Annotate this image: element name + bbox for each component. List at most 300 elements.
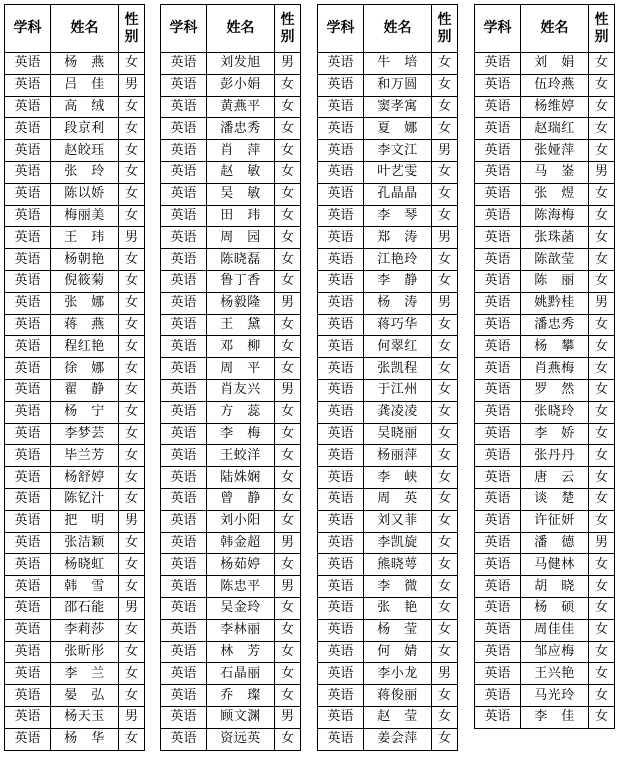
name-cell: 牛 培	[364, 53, 432, 75]
gender-cell: 女	[432, 118, 458, 140]
name-cell: 刘 娟	[521, 53, 589, 75]
table-row	[161, 183, 301, 205]
table-row	[5, 270, 145, 292]
name-cell: 马 崟	[521, 161, 589, 183]
name-cell: 江艳玲	[364, 249, 432, 271]
gender-cell: 女	[432, 728, 458, 750]
subject-cell: 英语	[475, 314, 521, 336]
table-row	[318, 423, 458, 445]
gender-cell: 男	[275, 379, 301, 401]
name-cell: 马光玲	[521, 685, 589, 707]
subject-cell: 英语	[475, 576, 521, 598]
subject-cell: 英语	[161, 510, 207, 532]
subject-cell: 英语	[318, 445, 364, 467]
roster-table	[160, 4, 301, 751]
table-row	[161, 423, 301, 445]
gender-cell: 女	[275, 488, 301, 510]
subject-cell: 英语	[475, 663, 521, 685]
name-cell: 李 佳	[521, 706, 589, 728]
roster-block-4	[474, 4, 615, 729]
table-row	[161, 314, 301, 336]
table-row	[5, 358, 145, 380]
name-cell: 肖 萍	[207, 140, 275, 162]
table-row	[161, 161, 301, 183]
gender-cell: 女	[589, 510, 615, 532]
name-cell: 黄燕平	[207, 96, 275, 118]
table-row	[161, 379, 301, 401]
subject-cell: 英语	[161, 445, 207, 467]
table-row	[5, 96, 145, 118]
header-gender: 性别	[119, 5, 145, 53]
subject-cell: 英语	[161, 488, 207, 510]
gender-cell: 女	[432, 379, 458, 401]
name-cell: 张凯程	[364, 358, 432, 380]
table-row	[5, 53, 145, 75]
subject-cell: 英语	[475, 401, 521, 423]
subject-cell: 英语	[161, 227, 207, 249]
name-cell: 周佳佳	[521, 619, 589, 641]
table-row	[5, 140, 145, 162]
gender-cell: 女	[275, 597, 301, 619]
gender-cell: 女	[119, 663, 145, 685]
gender-cell: 女	[589, 401, 615, 423]
header-name: 姓名	[364, 5, 432, 53]
name-cell: 周 英	[364, 488, 432, 510]
name-cell: 熊晓萼	[364, 554, 432, 576]
gender-cell: 女	[589, 554, 615, 576]
table-row	[475, 685, 615, 707]
table-row	[5, 249, 145, 271]
gender-cell: 女	[432, 401, 458, 423]
gender-cell: 女	[275, 401, 301, 423]
name-cell: 彭小娟	[207, 74, 275, 96]
name-cell: 资远英	[207, 728, 275, 750]
table-row	[161, 227, 301, 249]
roster-page	[4, 4, 616, 753]
name-cell: 邵石能	[51, 597, 119, 619]
subject-cell: 英语	[318, 510, 364, 532]
gender-cell: 女	[432, 423, 458, 445]
table-row	[161, 510, 301, 532]
name-cell: 段京利	[51, 118, 119, 140]
name-cell: 乔 璨	[207, 685, 275, 707]
subject-cell: 英语	[475, 685, 521, 707]
table-row	[5, 118, 145, 140]
name-cell: 张 煜	[521, 183, 589, 205]
table-row	[318, 728, 458, 750]
table-row	[475, 74, 615, 96]
name-cell: 张昕彤	[51, 641, 119, 663]
subject-cell: 英语	[161, 53, 207, 75]
name-cell: 潘 德	[521, 532, 589, 554]
table-row	[475, 445, 615, 467]
subject-cell: 英语	[318, 641, 364, 663]
gender-cell: 女	[589, 619, 615, 641]
roster-table	[4, 4, 145, 751]
gender-cell: 女	[275, 445, 301, 467]
roster-body	[161, 53, 301, 751]
gender-cell: 男	[275, 706, 301, 728]
subject-cell: 英语	[475, 379, 521, 401]
gender-cell: 女	[275, 314, 301, 336]
gender-cell: 女	[589, 336, 615, 358]
name-cell: 王 玮	[51, 227, 119, 249]
subject-cell: 英语	[475, 445, 521, 467]
table-row	[161, 140, 301, 162]
subject-cell: 英语	[161, 118, 207, 140]
subject-cell: 英语	[318, 53, 364, 75]
name-cell: 杨晓虹	[51, 554, 119, 576]
table-row	[318, 336, 458, 358]
table-row	[5, 227, 145, 249]
table-row	[161, 641, 301, 663]
table-row	[5, 183, 145, 205]
table-row	[5, 445, 145, 467]
subject-cell: 英语	[5, 663, 51, 685]
gender-cell: 女	[119, 554, 145, 576]
gender-cell: 女	[589, 270, 615, 292]
subject-cell: 英语	[475, 358, 521, 380]
subject-cell: 英语	[5, 336, 51, 358]
table-row	[318, 227, 458, 249]
gender-cell: 女	[275, 205, 301, 227]
header-name: 姓名	[51, 5, 119, 53]
gender-cell: 女	[589, 467, 615, 489]
name-cell: 杨毅隆	[207, 292, 275, 314]
gender-cell: 女	[275, 96, 301, 118]
subject-cell: 英语	[318, 728, 364, 750]
subject-cell: 英语	[161, 74, 207, 96]
table-row	[5, 292, 145, 314]
table-row	[475, 663, 615, 685]
gender-cell: 女	[275, 423, 301, 445]
table-row	[5, 619, 145, 641]
subject-cell: 英语	[161, 467, 207, 489]
table-row	[5, 641, 145, 663]
name-cell: 翟 静	[51, 379, 119, 401]
name-cell: 蒋巧华	[364, 314, 432, 336]
table-row	[318, 314, 458, 336]
name-cell: 唐 云	[521, 467, 589, 489]
name-cell: 杨丽萍	[364, 445, 432, 467]
subject-cell: 英语	[475, 292, 521, 314]
name-cell: 陈以娇	[51, 183, 119, 205]
subject-cell: 英语	[475, 74, 521, 96]
gender-cell: 女	[589, 358, 615, 380]
gender-cell: 女	[119, 183, 145, 205]
subject-cell: 英语	[5, 74, 51, 96]
gender-cell: 女	[119, 314, 145, 336]
gender-cell: 男	[589, 292, 615, 314]
subject-cell: 英语	[5, 358, 51, 380]
gender-cell: 女	[119, 488, 145, 510]
subject-cell: 英语	[5, 619, 51, 641]
subject-cell: 英语	[318, 554, 364, 576]
subject-cell: 英语	[161, 706, 207, 728]
name-cell: 石晶丽	[207, 663, 275, 685]
gender-cell: 女	[589, 423, 615, 445]
gender-cell: 女	[119, 423, 145, 445]
table-row	[475, 161, 615, 183]
subject-cell: 英语	[318, 292, 364, 314]
table-row	[5, 597, 145, 619]
gender-cell: 女	[275, 728, 301, 750]
gender-cell: 女	[589, 488, 615, 510]
subject-cell: 英语	[5, 641, 51, 663]
name-cell: 李文江	[364, 140, 432, 162]
table-row	[161, 336, 301, 358]
table-row	[318, 205, 458, 227]
name-cell: 程红艳	[51, 336, 119, 358]
table-row	[5, 510, 145, 532]
name-cell: 李 峡	[364, 467, 432, 489]
subject-cell: 英语	[318, 336, 364, 358]
subject-cell: 英语	[161, 554, 207, 576]
header-row	[475, 5, 615, 53]
name-cell: 吴晓丽	[364, 423, 432, 445]
table-row	[5, 488, 145, 510]
subject-cell: 英语	[475, 706, 521, 728]
gender-cell: 女	[589, 227, 615, 249]
subject-cell: 英语	[5, 445, 51, 467]
table-row	[475, 510, 615, 532]
name-cell: 梅丽美	[51, 205, 119, 227]
table-row	[318, 685, 458, 707]
table-row	[161, 249, 301, 271]
name-cell: 何翠红	[364, 336, 432, 358]
subject-cell: 英语	[5, 597, 51, 619]
gender-cell: 女	[589, 249, 615, 271]
table-row	[161, 74, 301, 96]
subject-cell: 英语	[5, 96, 51, 118]
name-cell: 吕 佳	[51, 74, 119, 96]
subject-cell: 英语	[161, 379, 207, 401]
gender-cell: 女	[589, 706, 615, 728]
name-cell: 高 绒	[51, 96, 119, 118]
gender-cell: 女	[589, 576, 615, 598]
table-row	[475, 140, 615, 162]
name-cell: 张珠菡	[521, 227, 589, 249]
table-row	[161, 118, 301, 140]
table-row	[318, 597, 458, 619]
header-row	[5, 5, 145, 53]
table-row	[475, 706, 615, 728]
name-cell: 陈钇汁	[51, 488, 119, 510]
table-row	[475, 576, 615, 598]
subject-cell: 英语	[475, 140, 521, 162]
gender-cell: 男	[432, 227, 458, 249]
gender-cell: 女	[119, 445, 145, 467]
gender-cell: 女	[432, 161, 458, 183]
name-cell: 张 玲	[51, 161, 119, 183]
subject-cell: 英语	[318, 270, 364, 292]
subject-cell: 英语	[5, 292, 51, 314]
name-cell: 王兴艳	[521, 663, 589, 685]
name-cell: 张 艳	[364, 597, 432, 619]
subject-cell: 英语	[475, 249, 521, 271]
name-cell: 吴 敏	[207, 183, 275, 205]
subject-cell: 英语	[161, 423, 207, 445]
subject-cell: 英语	[5, 118, 51, 140]
header-name: 姓名	[207, 5, 275, 53]
subject-cell: 英语	[161, 597, 207, 619]
subject-cell: 英语	[161, 641, 207, 663]
name-cell: 赵 敏	[207, 161, 275, 183]
subject-cell: 英语	[161, 358, 207, 380]
gender-cell: 女	[275, 270, 301, 292]
gender-cell: 男	[119, 706, 145, 728]
table-row	[161, 270, 301, 292]
subject-cell: 英语	[5, 576, 51, 598]
subject-cell: 英语	[318, 140, 364, 162]
name-cell: 龚凌凌	[364, 401, 432, 423]
table-row	[5, 467, 145, 489]
gender-cell: 女	[432, 685, 458, 707]
subject-cell: 英语	[475, 641, 521, 663]
name-cell: 把 明	[51, 510, 119, 532]
roster-block-1	[4, 4, 145, 751]
table-row	[475, 227, 615, 249]
subject-cell: 英语	[5, 423, 51, 445]
table-row	[5, 423, 145, 445]
table-row	[5, 706, 145, 728]
table-row	[161, 488, 301, 510]
subject-cell: 英语	[475, 532, 521, 554]
table-row	[318, 96, 458, 118]
table-row	[318, 161, 458, 183]
table-row	[475, 401, 615, 423]
table-row	[318, 706, 458, 728]
gender-cell: 女	[119, 270, 145, 292]
subject-cell: 英语	[161, 205, 207, 227]
subject-cell: 英语	[318, 227, 364, 249]
name-cell: 姚黔桂	[521, 292, 589, 314]
name-cell: 叶艺雯	[364, 161, 432, 183]
gender-cell: 女	[275, 227, 301, 249]
table-row	[475, 270, 615, 292]
gender-cell: 女	[275, 685, 301, 707]
subject-cell: 英语	[475, 336, 521, 358]
subject-cell: 英语	[161, 619, 207, 641]
subject-cell: 英语	[475, 227, 521, 249]
table-row	[318, 554, 458, 576]
gender-cell: 女	[119, 619, 145, 641]
table-row	[5, 336, 145, 358]
name-cell: 陈海梅	[521, 205, 589, 227]
table-row	[5, 161, 145, 183]
table-row	[161, 53, 301, 75]
subject-cell: 英语	[5, 183, 51, 205]
name-cell: 毕兰芳	[51, 445, 119, 467]
table-row	[318, 532, 458, 554]
name-cell: 顾文渊	[207, 706, 275, 728]
subject-cell: 英语	[475, 423, 521, 445]
name-cell: 田 玮	[207, 205, 275, 227]
gender-cell: 女	[432, 619, 458, 641]
subject-cell: 英语	[475, 205, 521, 227]
table-row	[161, 728, 301, 750]
gender-cell: 女	[119, 379, 145, 401]
table-row	[475, 597, 615, 619]
table-row	[318, 641, 458, 663]
gender-cell: 女	[119, 467, 145, 489]
gender-cell: 女	[432, 445, 458, 467]
header-gender: 性别	[432, 5, 458, 53]
header-gender: 性别	[589, 5, 615, 53]
gender-cell: 男	[119, 227, 145, 249]
subject-cell: 英语	[318, 467, 364, 489]
name-cell: 韩金超	[207, 532, 275, 554]
subject-cell: 英语	[318, 532, 364, 554]
name-cell: 陆姝娴	[207, 467, 275, 489]
table-row	[161, 292, 301, 314]
gender-cell: 女	[275, 118, 301, 140]
table-row	[5, 401, 145, 423]
name-cell: 蒋俊丽	[364, 685, 432, 707]
subject-cell: 英语	[5, 53, 51, 75]
name-cell: 王 黛	[207, 314, 275, 336]
gender-cell: 女	[432, 249, 458, 271]
subject-cell: 英语	[475, 118, 521, 140]
name-cell: 赵皎珏	[51, 140, 119, 162]
gender-cell: 女	[275, 641, 301, 663]
gender-cell: 女	[432, 576, 458, 598]
name-cell: 谈 楚	[521, 488, 589, 510]
gender-cell: 男	[432, 292, 458, 314]
gender-cell: 男	[432, 663, 458, 685]
gender-cell: 女	[589, 597, 615, 619]
table-row	[475, 314, 615, 336]
table-row	[475, 53, 615, 75]
subject-cell: 英语	[161, 401, 207, 423]
name-cell: 李 梅	[207, 423, 275, 445]
name-cell: 刘发旭	[207, 53, 275, 75]
gender-cell: 女	[119, 140, 145, 162]
name-cell: 张娅萍	[521, 140, 589, 162]
name-cell: 窦孝寓	[364, 96, 432, 118]
name-cell: 杨 宁	[51, 401, 119, 423]
name-cell: 王蛟洋	[207, 445, 275, 467]
table-row	[318, 53, 458, 75]
table-row	[161, 685, 301, 707]
subject-cell: 英语	[318, 74, 364, 96]
table-row	[161, 663, 301, 685]
subject-cell: 英语	[5, 270, 51, 292]
name-cell: 李林丽	[207, 619, 275, 641]
name-cell: 李小龙	[364, 663, 432, 685]
gender-cell: 女	[432, 641, 458, 663]
subject-cell: 英语	[161, 161, 207, 183]
table-row	[161, 706, 301, 728]
name-cell: 肖友兴	[207, 379, 275, 401]
name-cell: 张 娜	[51, 292, 119, 314]
subject-cell: 英语	[318, 706, 364, 728]
subject-cell: 英语	[475, 270, 521, 292]
gender-cell: 女	[119, 292, 145, 314]
name-cell: 倪筱菊	[51, 270, 119, 292]
gender-cell: 女	[275, 74, 301, 96]
table-row	[318, 467, 458, 489]
name-cell: 陈歆莹	[521, 249, 589, 271]
gender-cell: 男	[275, 53, 301, 75]
name-cell: 李 微	[364, 576, 432, 598]
subject-cell: 英语	[161, 532, 207, 554]
name-cell: 罗 然	[521, 379, 589, 401]
name-cell: 孔晶晶	[364, 183, 432, 205]
header-name: 姓名	[521, 5, 589, 53]
subject-cell: 英语	[318, 314, 364, 336]
name-cell: 杨 攀	[521, 336, 589, 358]
